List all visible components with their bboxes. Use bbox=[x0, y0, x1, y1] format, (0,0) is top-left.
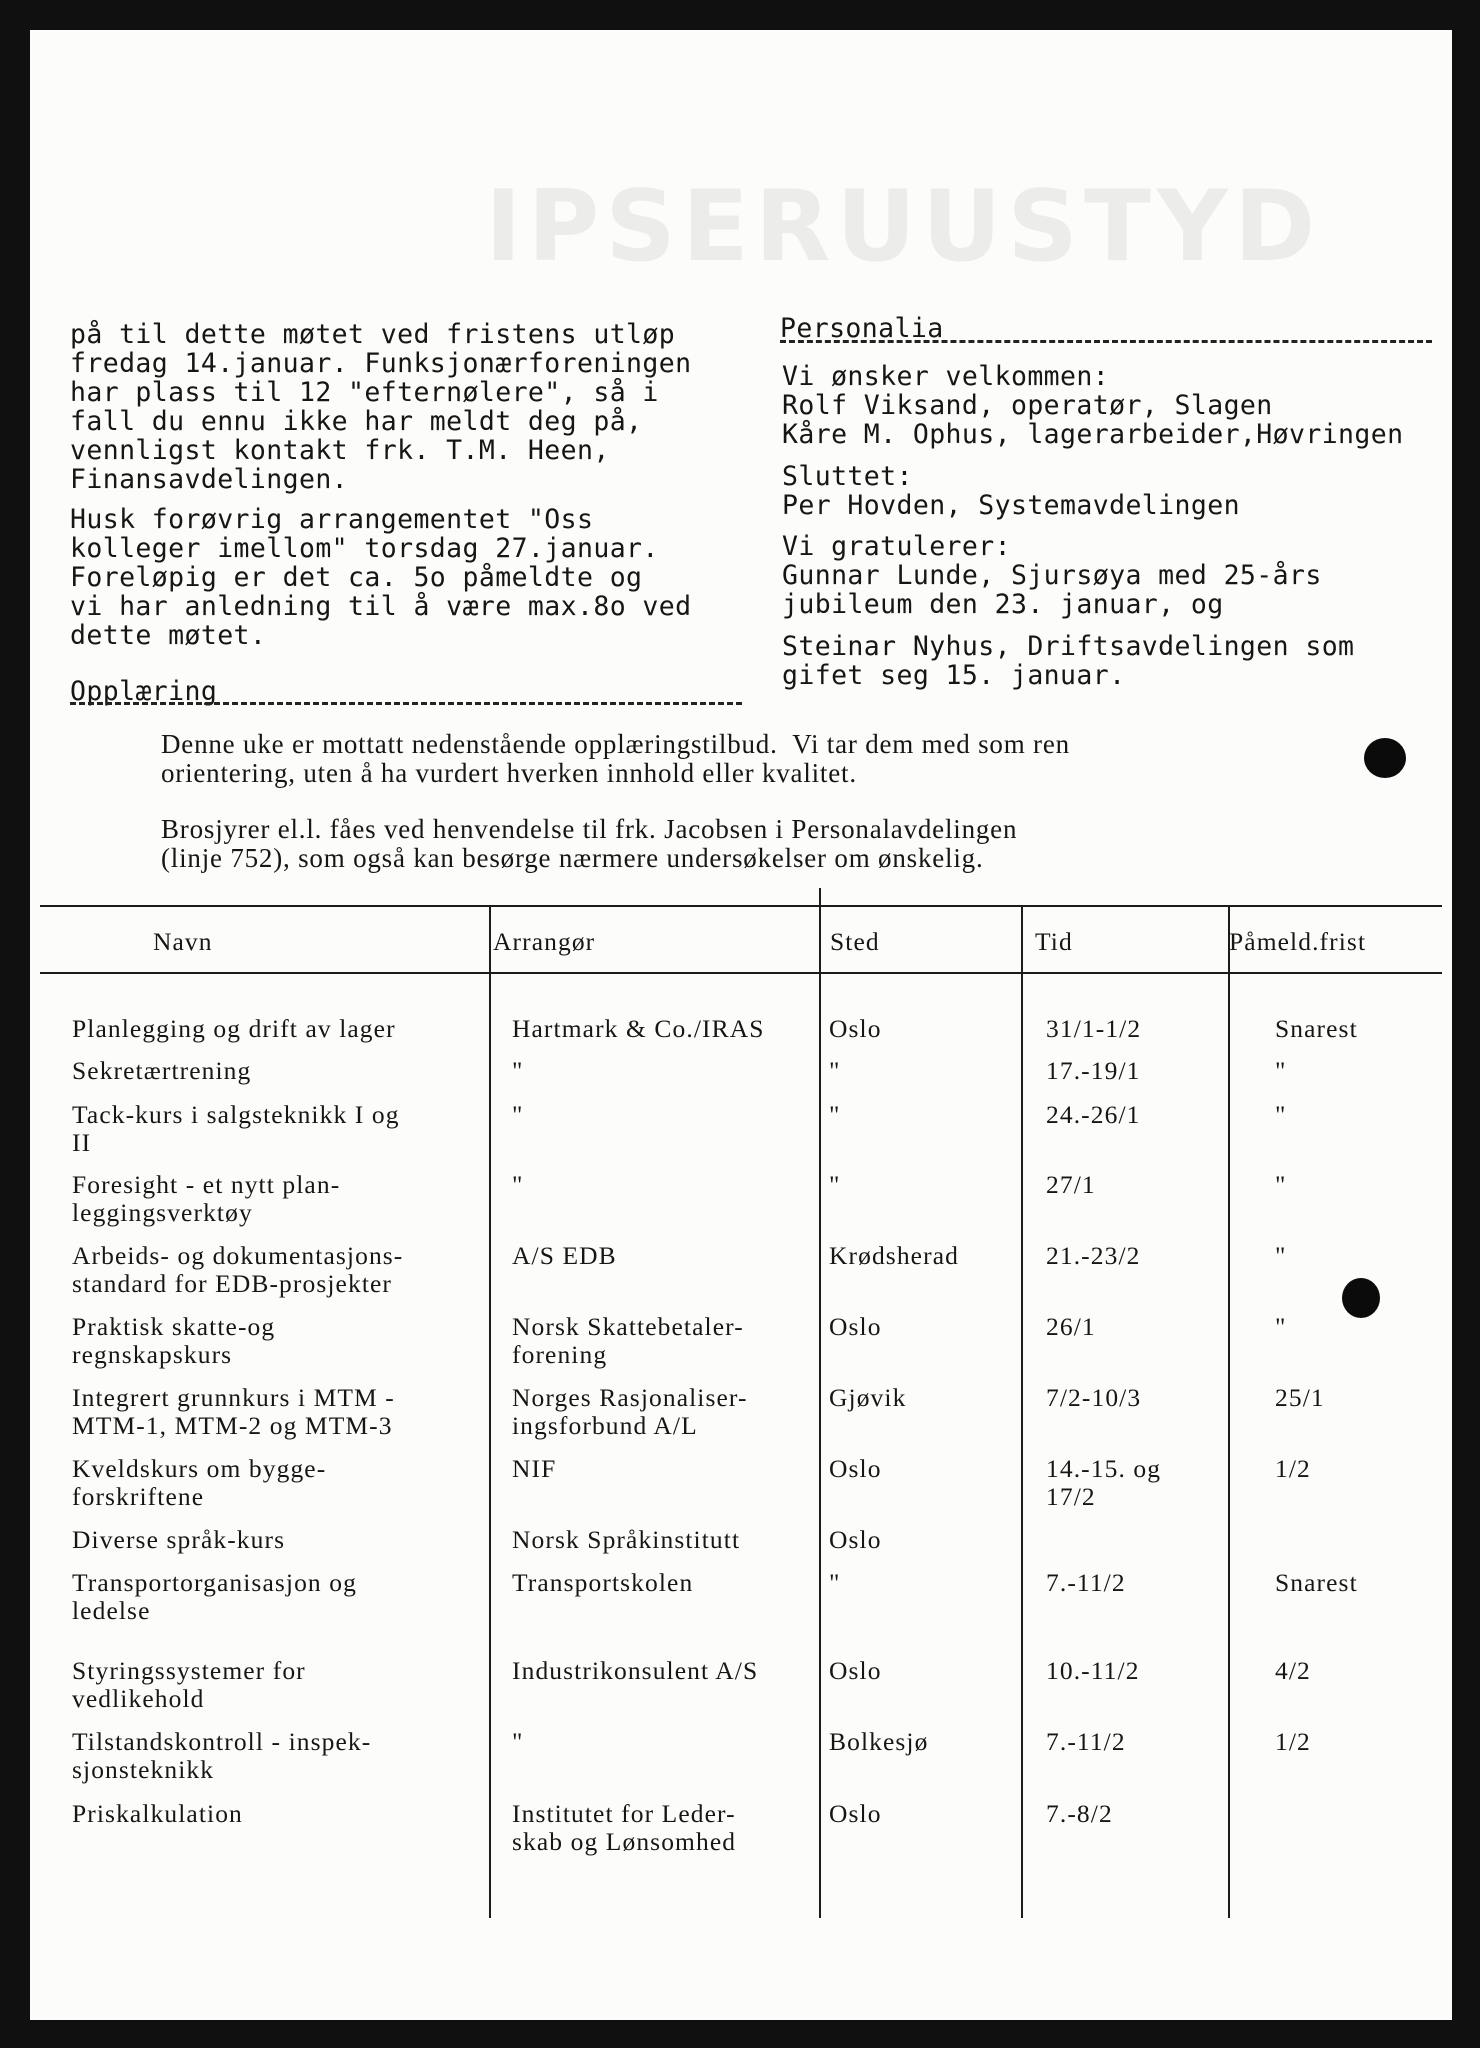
column-header-sted: Sted bbox=[830, 927, 880, 956]
cell-frist: 25/1 bbox=[1275, 1383, 1325, 1412]
cell-navn: Styringssystemer for vedlikehold bbox=[72, 1656, 306, 1713]
cell-sted: Bolkesjø bbox=[829, 1727, 929, 1756]
personalia-heading: Personalia bbox=[780, 313, 944, 344]
cell-tid: 17.-19/1 bbox=[1046, 1056, 1141, 1085]
cell-arrangor: " bbox=[512, 1056, 524, 1085]
cell-arrangor: " bbox=[512, 1170, 524, 1199]
cell-frist: " bbox=[1275, 1170, 1287, 1199]
cell-frist: 1/2 bbox=[1275, 1454, 1311, 1483]
cell-arrangor: " bbox=[512, 1727, 524, 1756]
cell-frist: 1/2 bbox=[1275, 1727, 1311, 1756]
cell-frist: Snarest bbox=[1275, 1568, 1358, 1597]
cell-arrangor: Institutet for Leder- skab og Lønsomhed bbox=[512, 1799, 737, 1856]
brochure-paragraph: Brosjyrer el.l. fåes ved henvendelse til frk. Jacobsen i Personalavdelingen (linje 752), som også kan besørge nærmere undersøkelser om ønskelig. bbox=[161, 814, 1018, 873]
cell-navn: Tilstandskontroll - inspek- sjonsteknikk bbox=[72, 1727, 372, 1784]
cell-navn: Priskalkulation bbox=[72, 1799, 243, 1828]
event-reminder-text: Husk forøvrig arrangementet "Oss kolleger imellom" torsdag 27.januar. Foreløpig er det ca. 5o påmeldte og vi har anledning til å være max.8o ved dette møtet. bbox=[70, 504, 692, 651]
quit-entry: Per Hovden, Systemavdelingen bbox=[782, 490, 1240, 521]
intro-paragraph: Denne uke er mottatt nedenstående opplæringstilbud. Vi tar dem med som ren orientering, uten å ha vurdert hverken innhold eller kvalitet. bbox=[161, 729, 1070, 788]
table-top-rule bbox=[40, 905, 1442, 907]
cell-arrangor: " bbox=[512, 1100, 524, 1129]
column-header-arrangor: Arrangør bbox=[493, 927, 596, 956]
cell-frist: " bbox=[1275, 1100, 1287, 1129]
cell-arrangor: Hartmark & Co./IRAS bbox=[512, 1014, 765, 1043]
column-divider bbox=[489, 906, 491, 1918]
congrats-label: Vi gratulerer: bbox=[782, 531, 1011, 562]
cell-sted: Krødsherad bbox=[829, 1241, 959, 1270]
document-page bbox=[30, 30, 1452, 2020]
cell-sted: Gjøvik bbox=[829, 1383, 907, 1412]
cell-tid: 14.-15. og 17/2 bbox=[1046, 1454, 1162, 1511]
cell-arrangor: A/S EDB bbox=[512, 1241, 617, 1270]
cell-sted: " bbox=[829, 1568, 841, 1597]
cell-arrangor: Norsk Språkinstitutt bbox=[512, 1525, 741, 1554]
cell-tid: 10.-11/2 bbox=[1046, 1656, 1140, 1685]
opplaering-heading: Opplæring bbox=[70, 676, 218, 707]
cell-arrangor: Industrikonsulent A/S bbox=[512, 1656, 759, 1685]
column-divider bbox=[819, 888, 821, 1918]
cell-arrangor: NIF bbox=[512, 1454, 557, 1483]
cell-frist: " bbox=[1275, 1312, 1287, 1341]
cell-tid: 7/2-10/3 bbox=[1046, 1383, 1142, 1412]
column-header-tid: Tid bbox=[1035, 927, 1073, 956]
cell-sted: Oslo bbox=[829, 1014, 882, 1043]
cell-sted: Oslo bbox=[829, 1656, 882, 1685]
cell-navn: Transportorganisasjon og ledelse bbox=[72, 1568, 357, 1625]
cell-frist: 4/2 bbox=[1275, 1656, 1311, 1685]
cell-sted: Oslo bbox=[829, 1312, 882, 1341]
ink-blot bbox=[1342, 1278, 1380, 1318]
cell-sted: Oslo bbox=[829, 1454, 882, 1483]
welcome-label: Vi ønsker velkommen: bbox=[782, 361, 1110, 392]
cell-tid: 7.-11/2 bbox=[1046, 1568, 1126, 1597]
cell-tid: 26/1 bbox=[1046, 1312, 1096, 1341]
opplaering-underline bbox=[70, 702, 742, 705]
cell-sted: " bbox=[829, 1170, 841, 1199]
column-divider bbox=[1228, 906, 1230, 1918]
cell-navn: Praktisk skatte-og regnskapskurs bbox=[72, 1312, 276, 1369]
welcome-entry: Kåre M. Ophus, lagerarbeider,Høvringen bbox=[782, 419, 1404, 450]
cell-navn: Tack-kurs i salgsteknikk I og II bbox=[72, 1100, 400, 1157]
cell-tid: 31/1-1/2 bbox=[1046, 1014, 1142, 1043]
cell-navn: Foresight - et nytt plan- leggingsverktøy bbox=[72, 1170, 341, 1227]
cell-tid: 24.-26/1 bbox=[1046, 1100, 1141, 1129]
cell-tid: 7.-8/2 bbox=[1046, 1799, 1113, 1828]
cell-navn: Integrert grunnkurs i MTM - MTM-1, MTM-2 og MTM-3 bbox=[72, 1383, 395, 1440]
congrats-entry: Gunnar Lunde, Sjursøya med 25-års jubileum den 23. januar, og bbox=[782, 560, 1322, 620]
column-divider bbox=[1021, 906, 1023, 1918]
cell-arrangor: Norges Rasjonaliser- ingsforbund A/L bbox=[512, 1383, 748, 1440]
column-header-frist: Påmeld.frist bbox=[1229, 927, 1367, 956]
cell-navn: Kveldskurs om bygge- forskriftene bbox=[72, 1454, 327, 1511]
cell-frist: " bbox=[1275, 1056, 1287, 1085]
cell-sted: " bbox=[829, 1056, 841, 1085]
cell-tid: 27/1 bbox=[1046, 1170, 1096, 1199]
header-bleed-through: IPSERUUSTYD bbox=[485, 170, 1322, 284]
cell-frist: Snarest bbox=[1275, 1014, 1358, 1043]
cell-arrangor: Transportskolen bbox=[512, 1568, 694, 1597]
cell-sted: " bbox=[829, 1100, 841, 1129]
personalia-underline bbox=[780, 340, 1432, 343]
cell-navn: Sekretærtrening bbox=[72, 1056, 252, 1085]
quit-label: Sluttet: bbox=[782, 461, 913, 492]
cell-tid: 21.-23/2 bbox=[1046, 1241, 1141, 1270]
cell-arrangor: Norsk Skattebetaler- forening bbox=[512, 1312, 744, 1369]
welcome-entry: Rolf Viksand, operatør, Slagen bbox=[782, 390, 1273, 421]
congrats-entry: Steinar Nyhus, Driftsavdelingen som gifet seg 15. januar. bbox=[782, 631, 1355, 691]
cell-navn: Diverse språk-kurs bbox=[72, 1525, 286, 1554]
cell-sted: Oslo bbox=[829, 1799, 882, 1828]
cell-tid: 7.-11/2 bbox=[1046, 1727, 1126, 1756]
cell-sted: Oslo bbox=[829, 1525, 882, 1554]
cell-navn: Planlegging og drift av lager bbox=[72, 1014, 396, 1043]
meeting-notice-text: på til dette møtet ved fristens utløp fredag 14.januar. Funksjonærforeningen har plass til 12 "efternølere", så i fall du ennu ikke har meldt deg på, vennligst kontakt frk. T.M. Heen, Finansavdelingen. bbox=[70, 319, 692, 495]
table-header-rule bbox=[40, 972, 1442, 974]
cell-navn: Arbeids- og dokumentasjons- standard for EDB-prosjekter bbox=[72, 1241, 404, 1298]
cell-frist: " bbox=[1275, 1241, 1287, 1270]
column-header-navn: Navn bbox=[153, 927, 213, 956]
ink-blot bbox=[1364, 738, 1406, 778]
